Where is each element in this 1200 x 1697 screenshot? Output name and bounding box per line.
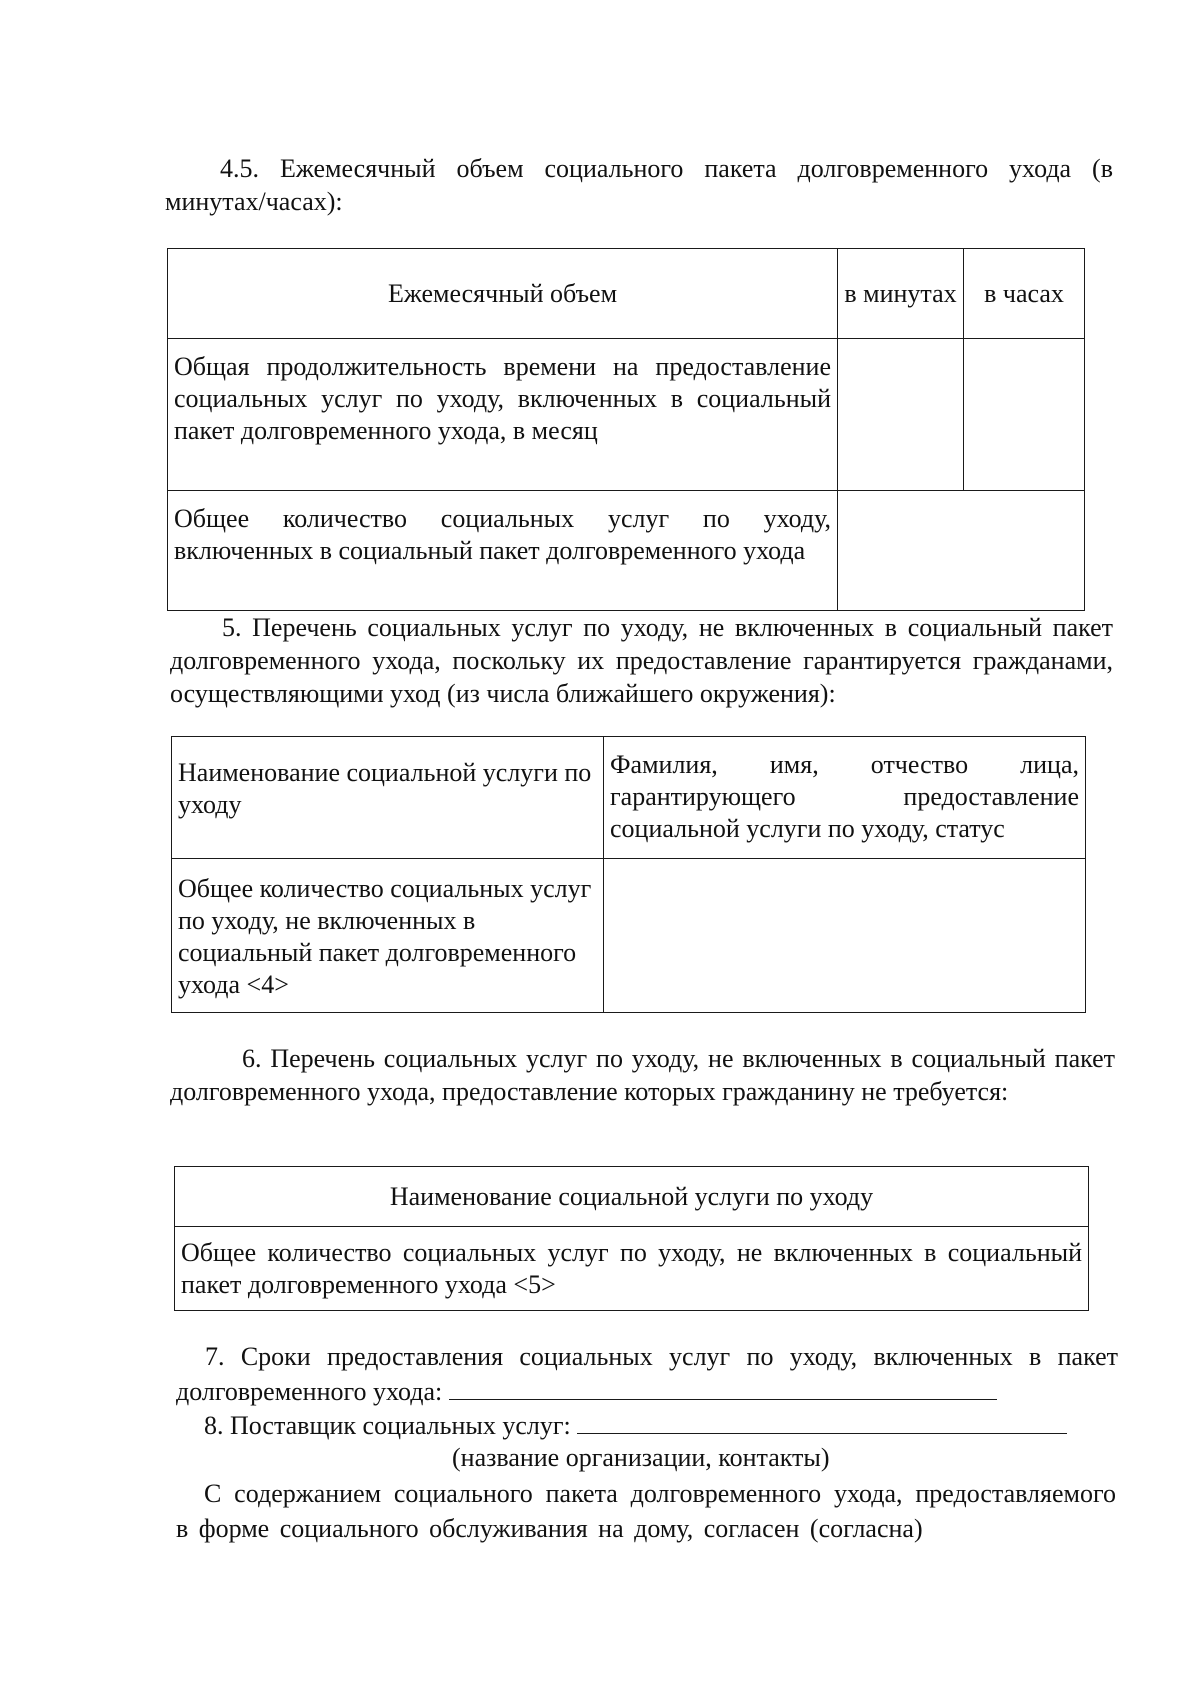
section-8-line: [204, 1407, 1114, 1442]
section-7-label: долговременного ухода:: [176, 1377, 443, 1406]
total-count-label: Общее количество социальных услуг по уходу, включенных в социальный пакет долговременного ухода: [168, 491, 838, 611]
section-7-line-2: [176, 1373, 1076, 1408]
section-5-heading: 5. Перечень социальных услуг по уходу, не включенных в социальный пакет долговременного ухода, поскольку их предоставление гарантируется гражданами, осуществляющими уход (из числа ближайшего окружения):: [170, 613, 1113, 708]
section-8-label: 8. Поставщик социальных услуг:: [204, 1411, 571, 1440]
header-service-name-6: Наименование социальной услуги по уходу: [175, 1167, 1089, 1227]
total-duration-label: Общая продолжительность времени на предоставление социальных услуг по уходу, включенных в социальный пакет долговременного ухода, в месяц: [168, 339, 838, 491]
total-duration-hours-cell[interactable]: [964, 339, 1085, 491]
not-included-count-label: Общее количество социальных услуг по уходу, не включенных в социальный пакет долговременного ухода <4>: [172, 859, 604, 1013]
section-7-line-1: 7. Сроки предоставления социальных услуг по уходу, включенных в пакет: [205, 1342, 1118, 1371]
header-in-minutes: в минутах: [838, 249, 964, 339]
section-8-caption: (название организации, контакты): [452, 1443, 830, 1472]
header-guarantor-name: Фамилия, имя, отчество лица, гарантирующего предоставление социальной услуги по уходу, статус: [604, 737, 1086, 859]
total-duration-minutes-cell[interactable]: [838, 339, 964, 491]
section-6-heading: 6. Перечень социальных услуг по уходу, не включенных в социальный пакет долговременного ухода, предоставление которых гражданину не требуется:: [170, 1044, 1115, 1106]
header-monthly-volume: Ежемесячный объем: [168, 249, 838, 339]
header-service-name: Наименование социальной услуги по уходу: [172, 737, 604, 859]
not-required-count-label: Общее количество социальных услуг по уходу, не включенных в социальный пакет долговременного ухода <5>: [175, 1227, 1089, 1311]
not-required-services-table: [174, 1166, 1089, 1311]
header-in-hours: в часах: [964, 249, 1085, 339]
provider-input-line[interactable]: [577, 1407, 1067, 1434]
guarantor-value-cell[interactable]: [604, 859, 1086, 1013]
guaranteed-services-table: [171, 736, 1086, 1013]
section-4-5-heading: 4.5. Ежемесячный объем социального пакета долговременного ухода (в минутах/часах):: [165, 154, 1113, 216]
consent-statement: С содержанием социального пакета долговременного ухода, предоставляемого в форме социального обслуживания на дому, согласен (согласна): [176, 1479, 1116, 1543]
terms-input-line[interactable]: [449, 1373, 997, 1400]
total-count-value-cell[interactable]: [838, 491, 1085, 611]
monthly-volume-table: [167, 248, 1085, 611]
